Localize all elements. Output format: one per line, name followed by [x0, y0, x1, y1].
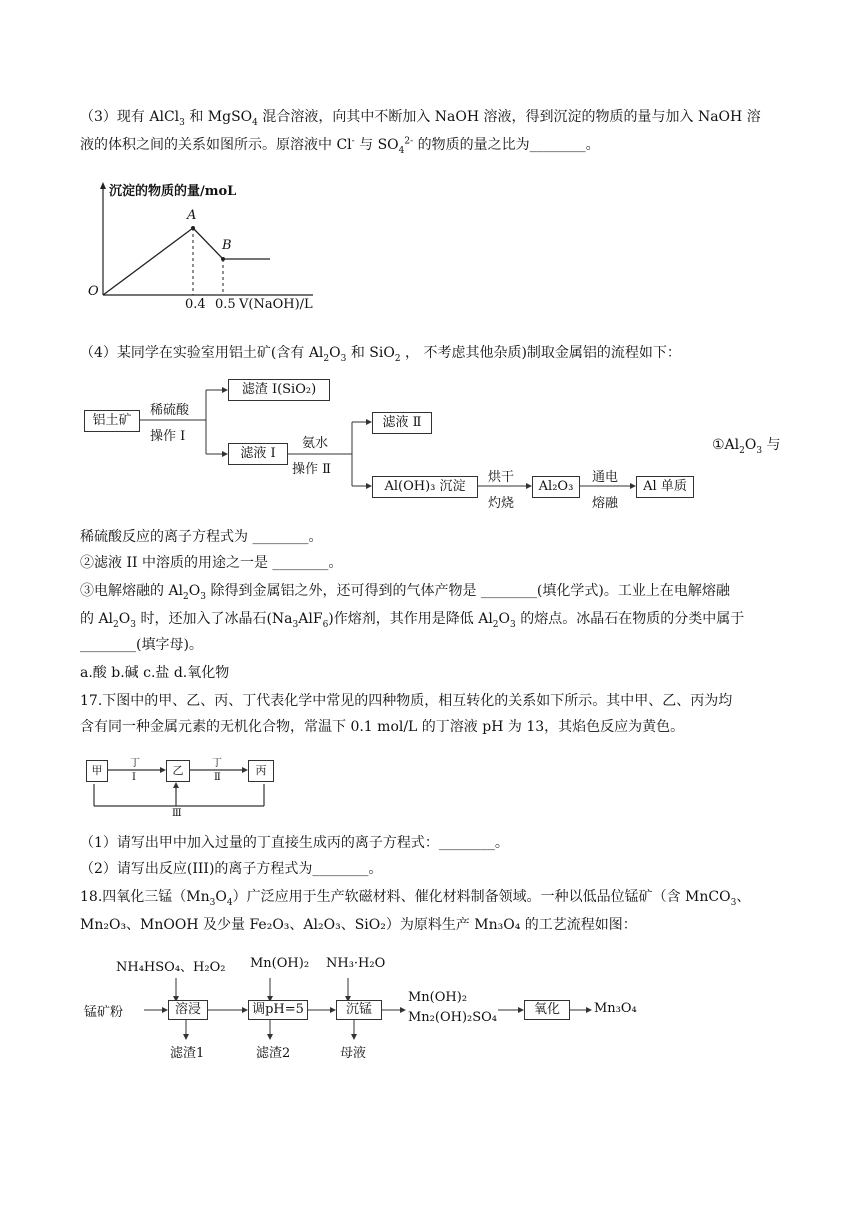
q4-sub1: 稀硫酸反应的离子方程式为 ________。	[80, 529, 323, 545]
reagent-3: NH₃·H₂O	[326, 956, 386, 971]
q18-line2: Mn₂O₃、MnOOH 及少量 Fe₂O₃、Al₂O₃、SiO₂）为原料生产 Mn₃O₄ 的工艺流程如图：	[80, 917, 637, 933]
fall-segment	[193, 228, 223, 259]
label-burn: 灼烧	[488, 496, 515, 511]
y-axis-arrow	[100, 182, 106, 189]
box-leach: 溶浸	[168, 1000, 208, 1020]
label-dilute-acid: 稀硫酸	[150, 403, 190, 418]
box-bing: 丙	[248, 760, 274, 782]
label-operation-2: 操作 Ⅱ	[292, 462, 331, 477]
q18-line1: 18.四氧化三锰$(Mn_3O_4)$广泛应用于生产软磁材料、催化材料制备领域。一种以低品位锰矿（含 MnCO$_3$、	[80, 889, 751, 908]
q4-sub2: ②滤液 II 中溶质的用途之一是 ________。	[80, 555, 343, 571]
label-molten: 熔融	[592, 496, 619, 511]
reagent-2: Mn(OH)₂	[250, 956, 310, 971]
graph-tick-04: 0.4	[185, 297, 206, 312]
graph-tick-05: 0.5	[215, 297, 236, 312]
point-a	[191, 226, 195, 230]
product-mn2oh2so4: Mn₂(OH)₂SO₄	[408, 1010, 498, 1025]
box-filtrate-1: 滤液 Ⅰ	[228, 443, 288, 465]
graph-label-a: A	[187, 208, 197, 223]
box-al-metal: Al 单质	[636, 476, 694, 498]
box-bauxite: 铝土矿	[84, 410, 140, 432]
q4-sub1-tail: $①Al_2O_3$ 与	[712, 437, 781, 456]
label-reaction-3: Ⅲ	[172, 808, 182, 819]
mother-liquor: 母液	[340, 1046, 367, 1061]
label-ding-1: 丁	[130, 758, 140, 769]
bauxite-flow	[80, 372, 710, 522]
residue-2: 滤渣2	[256, 1046, 291, 1061]
box-residue-1: 滤渣 Ⅰ(SiO₂)	[228, 379, 330, 401]
q17-line2: 含有同一种金属元素的无机化合物，常温下 0.1 mol/L 的丁溶液 pH 为 13，其焰色反应为黄色。	[80, 719, 685, 735]
q17-line1: 17.下图中的甲、乙、丙、丁代表化学中常见的四种物质，相互转化的关系如下所示。其中甲、乙、丙为均	[80, 693, 733, 709]
box-jia: 甲	[86, 760, 108, 782]
reagent-1: NH₄HSO₄、H₂O₂	[116, 960, 226, 975]
q4-sub3-line3: ________(填字母)。	[80, 637, 203, 653]
q17-sub1: （1）请写出甲中加入过量的丁直接生成丙的离子方程式：________。	[80, 835, 509, 851]
q17-diagram	[84, 752, 284, 822]
box-oxidize: 氧化	[524, 1000, 570, 1020]
q4-sub3-line1: ③电解熔融的 $Al_2O_3$ 除得到金属铝之外，还可得到的气体产物是 ________(填化学式)。工业上在电解熔融	[80, 583, 730, 602]
q4-options: a.酸 b.碱 c.盐 d.氧化物	[80, 665, 230, 681]
box-yi: 乙	[166, 760, 190, 782]
label-dry: 烘干	[488, 470, 515, 485]
residue-1: 滤渣1	[170, 1046, 205, 1061]
graph-xlabel: V(NaOH)/L	[239, 297, 313, 312]
label-reaction-2: Ⅱ	[214, 772, 221, 783]
box-precipitate-mn: 沉锰	[336, 1000, 382, 1020]
graph-origin: O	[88, 284, 99, 299]
label-ammonia: 氨水	[302, 436, 329, 451]
graph-label-b: B	[222, 238, 232, 253]
q4-intro: （4）某同学在实验室用铝土矿(含有 $Al_2O_3$ 和 SiO$_2$ ， 不考虑其他杂质)制取金属铝的流程如下：	[80, 345, 681, 364]
graph-svg	[85, 180, 325, 315]
product-mnoh2: Mn(OH)₂	[408, 990, 468, 1005]
box-al2o3: Al₂O₃	[532, 476, 580, 498]
label-electricity: 通电	[592, 470, 619, 485]
box-adjust-ph: 调pH=5	[248, 1000, 308, 1020]
precipitate-graph	[85, 180, 325, 315]
graph-ylabel: 沉淀的物质的量/moL	[109, 184, 237, 199]
box-filtrate-2: 滤液 Ⅱ	[372, 412, 432, 434]
box-aloh3: Al(OH)₃ 沉淀	[372, 476, 478, 498]
q17-sub2: （2）请写出反应(III)的离子方程式为________。	[80, 861, 383, 877]
q3-line1: （3）现有 AlCl$_3$ 和 MgSO$_4$ 混合溶液，向其中不断加入 NaOH 溶液，得到沉淀的物质的量与加入 NaOH 溶	[80, 109, 761, 128]
manganese-flow	[84, 952, 664, 1064]
label-operation-1: 操作 Ⅰ	[150, 429, 186, 444]
point-b	[221, 257, 225, 261]
label-ding-2: 丁	[212, 758, 222, 769]
feed-ore-powder: 锰矿粉	[84, 1005, 124, 1020]
q4-sub3-line2: 的 $Al_2O_3$ 时，还加入了冰晶石$(Na_3AlF_6)$作熔剂，其作用是降低 $Al_2O_3$ 的熔点。冰晶石在物质的分类中属于	[80, 611, 745, 630]
q3-line2: 液的体积之间的关系如图所示。原溶液中 Cl- 与 $SO_4^{2-}$ 的物质的量之比为________。	[80, 136, 600, 156]
final-product: Mn₃O₄	[594, 1001, 637, 1016]
rise-segment	[103, 228, 193, 295]
label-reaction-1: Ⅰ	[132, 772, 136, 783]
